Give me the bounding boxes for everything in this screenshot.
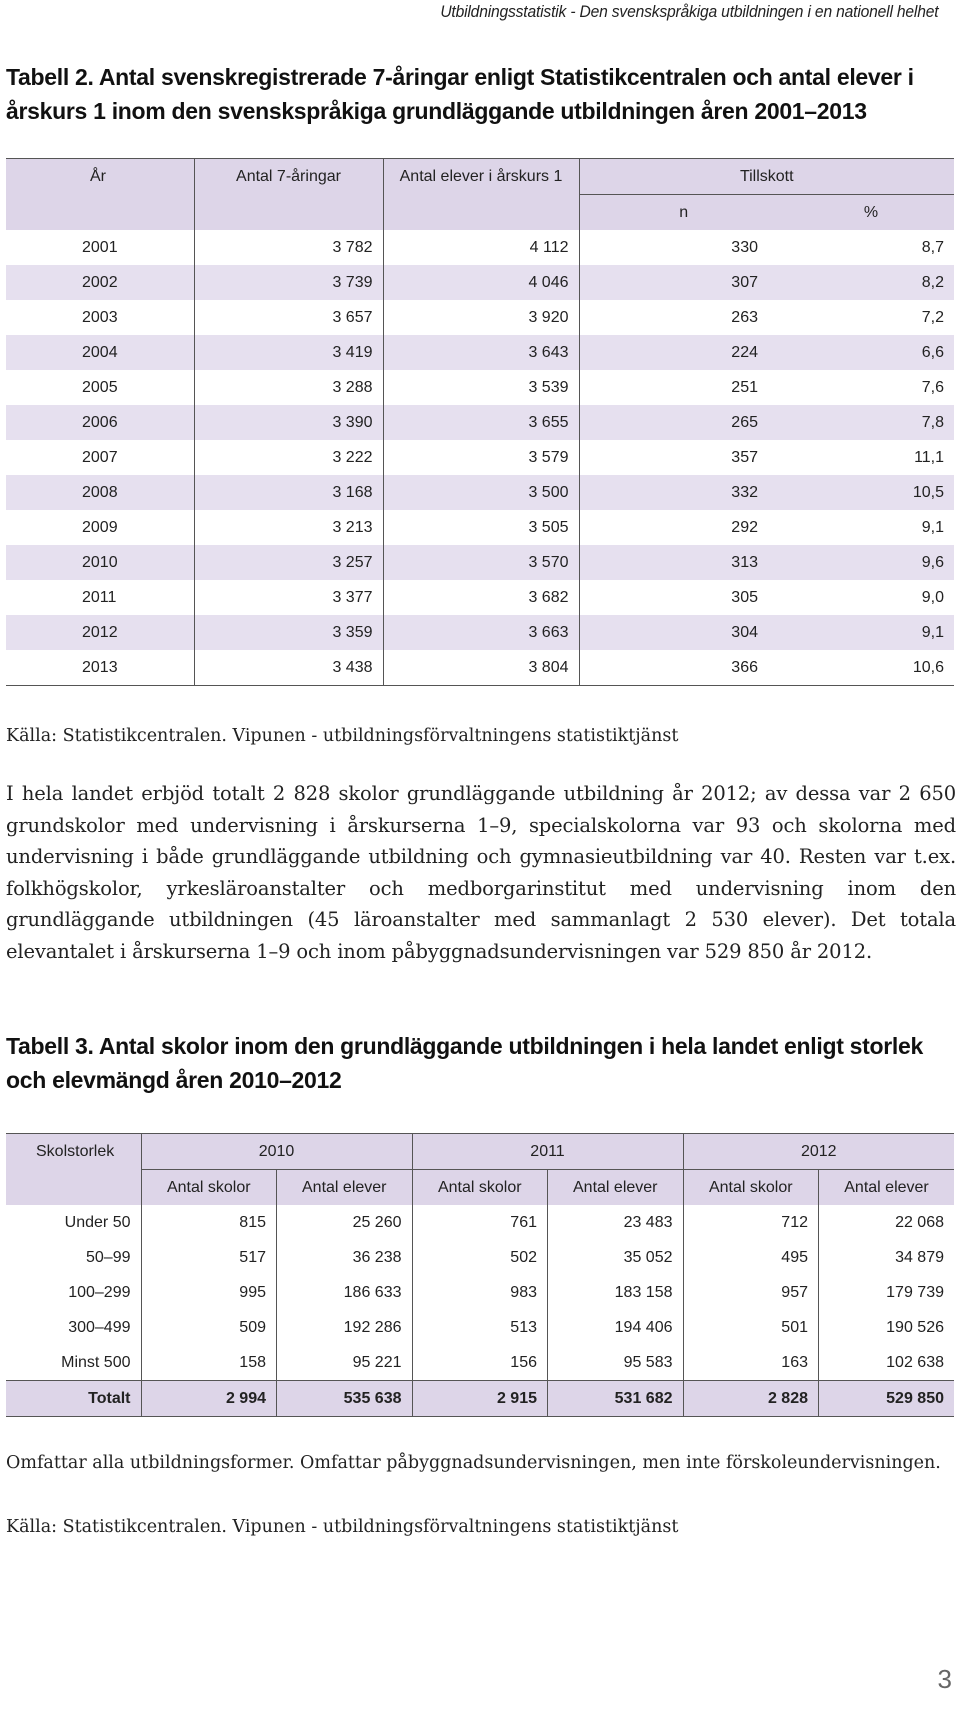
table-cell: 9,1 <box>921 519 945 536</box>
table-cell: 3 505 <box>383 510 579 545</box>
table-row <box>6 300 954 335</box>
table-cell: 9,0 <box>921 589 945 606</box>
table-cell: 3 663 <box>383 615 579 650</box>
table-cell: 509 <box>141 1310 277 1345</box>
table-cell: 2009 <box>82 519 118 536</box>
table-cell: 330 <box>579 230 768 265</box>
header-surplus: Tillskott <box>579 159 954 195</box>
table-cell: 224 <box>579 335 768 370</box>
table-cell: 292 <box>579 510 768 545</box>
table-cell: 357 <box>579 440 768 475</box>
table-cell: 366 <box>579 650 768 686</box>
table-row <box>6 1275 954 1310</box>
table-row <box>6 475 954 510</box>
table-cell: 3 657 <box>194 300 383 335</box>
table-cell: 2002 <box>6 265 194 300</box>
table-cell: 36 238 <box>277 1240 413 1275</box>
table-cell: 535 638 <box>277 1381 413 1417</box>
table-cell: 11,1 <box>914 449 945 466</box>
table-3-title: Tabell 3. Antal skolor inom den grundläggande utbildningen i hela landet enligt storlek och elevmängd åren 2010–2012 <box>6 1033 923 1093</box>
table-2-source: Källa: Statistikcentralen. Vipunen - utbildningsförvaltningens statistiktjänst <box>6 726 679 746</box>
table-cell: 332 <box>579 475 768 510</box>
table-cell: 3 643 <box>383 335 579 370</box>
table-cell: 761 <box>412 1205 548 1240</box>
table-cell: 192 286 <box>277 1310 413 1345</box>
header-pupils-grade1: Antal elever i årskurs 1 <box>383 159 579 195</box>
header-percent: % <box>768 195 954 231</box>
table-cell: 2010 <box>6 545 194 580</box>
table-row <box>6 510 954 545</box>
header-schools-2010: Antal skolor <box>141 1170 277 1206</box>
table-3-subheader-row <box>6 1170 954 1206</box>
table-3-note: Omfattar alla utbildningsformer. Omfattar påbyggnadsundervisningen, men inte förskoleundervisningen. <box>6 1453 941 1473</box>
row-label: Under 50 <box>64 1214 131 1231</box>
table-cell: 7,6 <box>921 379 945 396</box>
table-cell: 2003 <box>82 309 118 326</box>
table-cell: 23 483 <box>548 1205 684 1240</box>
table-cell: 517 <box>141 1240 277 1275</box>
header-year-2012: 2012 <box>683 1134 954 1170</box>
row-label: 100–299 <box>68 1284 131 1301</box>
table-cell: 179 739 <box>819 1275 955 1310</box>
table-3 <box>6 1133 954 1417</box>
table-2-subheader-row <box>6 195 954 231</box>
table-cell: 2004 <box>6 335 194 370</box>
table-cell: 4 046 <box>383 265 579 300</box>
table-cell: 3 390 <box>194 405 383 440</box>
table-cell: 815 <box>141 1205 277 1240</box>
table-cell: 10,5 <box>768 475 954 510</box>
table-row <box>6 370 954 405</box>
table-row <box>6 545 954 580</box>
table-cell: 163 <box>683 1345 819 1381</box>
table-cell: 4 112 <box>383 230 579 265</box>
table-row <box>6 580 954 615</box>
table-cell: 25 260 <box>277 1205 413 1240</box>
table-cell: 3 500 <box>383 475 579 510</box>
table-cell: 983 <box>412 1275 548 1310</box>
table-cell: 3 377 <box>194 580 383 615</box>
table-cell: 3 920 <box>383 300 579 335</box>
table-row <box>6 440 954 475</box>
table-cell: 3 288 <box>194 370 383 405</box>
table-row <box>6 1240 954 1275</box>
table-2-header-row <box>6 159 954 195</box>
table-row <box>6 405 954 440</box>
header-year: År <box>6 159 194 195</box>
table-cell: 513 <box>412 1310 548 1345</box>
table-cell: 7,2 <box>921 309 945 326</box>
table-cell: 995 <box>141 1275 277 1310</box>
table-cell: 194 406 <box>548 1310 684 1345</box>
table-cell: 6,6 <box>768 335 954 370</box>
page-number: 3 <box>937 1664 952 1694</box>
table-cell: 304 <box>579 615 768 650</box>
table-row <box>6 1205 954 1240</box>
table-cell: 313 <box>579 545 768 580</box>
header-pupils-2010: Antal elever <box>277 1170 413 1206</box>
header-pupils-2011: Antal elever <box>548 1170 684 1206</box>
table-row <box>6 265 954 300</box>
header-n: n <box>579 195 768 231</box>
table-3-header-row <box>6 1134 954 1170</box>
table-cell: 3 804 <box>383 650 579 686</box>
table-cell: 3 438 <box>194 650 383 686</box>
table-cell: 305 <box>579 580 768 615</box>
table-cell: 156 <box>412 1345 548 1381</box>
table-cell: 102 638 <box>819 1345 955 1381</box>
table-cell: 265 <box>579 405 768 440</box>
table-cell: 3 213 <box>194 510 383 545</box>
table-cell: 34 879 <box>819 1240 955 1275</box>
table-cell: 9,6 <box>768 545 954 580</box>
table-cell: 95 583 <box>548 1345 684 1381</box>
table-cell: 3 419 <box>194 335 383 370</box>
table-cell: 3 570 <box>383 545 579 580</box>
table-cell: 3 655 <box>383 405 579 440</box>
row-label: Minst 500 <box>61 1354 131 1371</box>
table-total-row <box>6 1381 954 1417</box>
table-cell: 3 782 <box>194 230 383 265</box>
table-cell: 712 <box>683 1205 819 1240</box>
table-cell: 2013 <box>82 659 118 676</box>
table-cell: 3 257 <box>194 545 383 580</box>
table-cell: 2 828 <box>683 1381 819 1417</box>
table-cell: 183 158 <box>548 1275 684 1310</box>
table-cell: 502 <box>412 1240 548 1275</box>
table-row <box>6 335 954 370</box>
row-label: 50–99 <box>86 1249 131 1266</box>
table-cell: 22 068 <box>819 1205 955 1240</box>
table-cell: 8,2 <box>768 265 954 300</box>
table-row <box>6 230 954 265</box>
table-cell: 8,7 <box>921 239 945 256</box>
header-year-2010: 2010 <box>141 1134 412 1170</box>
table-cell: 957 <box>683 1275 819 1310</box>
table-cell: 2007 <box>82 449 118 466</box>
table-2-title: Tabell 2. Antal svenskregistrerade 7-åringar enligt Statistikcentralen och antal elever i årskurs 1 inom den svenskspråkiga grundläggande utbildningen åren 2001–2013 <box>6 64 914 124</box>
table-cell: 2011 <box>82 589 117 606</box>
table-cell: 35 052 <box>548 1240 684 1275</box>
table-cell: 10,6 <box>912 659 945 676</box>
table-cell: 3 579 <box>383 440 579 475</box>
table-cell: 95 221 <box>277 1345 413 1381</box>
table-row <box>6 1310 954 1345</box>
table-cell: 9,1 <box>768 615 954 650</box>
table-cell: 3 222 <box>194 440 383 475</box>
table-cell: 501 <box>683 1310 819 1345</box>
header-schools-2011: Antal skolor <box>412 1170 548 1206</box>
header-year-2011: 2011 <box>412 1134 683 1170</box>
table-cell: 2006 <box>6 405 194 440</box>
table-cell: 529 850 <box>819 1381 955 1417</box>
table-cell: 3 359 <box>194 615 383 650</box>
table-cell: 2001 <box>82 239 118 256</box>
table-cell: 263 <box>579 300 768 335</box>
table-cell: 158 <box>141 1345 277 1381</box>
table-row <box>6 1345 954 1381</box>
table-cell: 3 739 <box>194 265 383 300</box>
table-row <box>6 650 954 686</box>
body-paragraph: I hela landet erbjöd totalt 2 828 skolor grundläggande utbildning år 2012; av dessa var 2 650 grundskolor med undervisning i årskurserna 1–9, specialskolorna var 93 och skolorna med undervisning i både grundläggande utbildning och gymnasieutbildning var 40. Resten var t.ex. folkhögskolor, yrkesläroanstalter och medborgarinstitut med undervisning inom den grundläggande utbildningen (45 läroanstalter med sammanlagt 2 530 elever). Det totala elevantalet i årskurserna 1–9 och inom påbyggnadsundervisningen var 529 850 år 2012. <box>6 782 956 963</box>
table-cell: 3 539 <box>383 370 579 405</box>
header-seven-year-olds: Antal 7-åringar <box>194 159 383 195</box>
running-header: Utbildningsstatistik - Den svenskspråkiga utbildningen i en nationell helhet <box>439 2 938 21</box>
table-cell: 495 <box>683 1240 819 1275</box>
table-cell: 251 <box>579 370 768 405</box>
table-cell: 2 915 <box>412 1381 548 1417</box>
row-label: 300–499 <box>68 1319 131 1336</box>
table-cell: 531 682 <box>548 1381 684 1417</box>
table-cell: 2005 <box>82 379 118 396</box>
header-school-size: Skolstorlek <box>6 1134 141 1170</box>
table-cell: 190 526 <box>819 1310 955 1345</box>
table-cell: 7,8 <box>768 405 954 440</box>
table-cell: 307 <box>579 265 768 300</box>
table-cell: 3 168 <box>194 475 383 510</box>
header-schools-2012: Antal skolor <box>683 1170 819 1206</box>
row-label: Totalt <box>6 1381 141 1417</box>
table-2 <box>6 158 954 686</box>
table-cell: 3 682 <box>383 580 579 615</box>
table-3-source: Källa: Statistikcentralen. Vipunen - utbildningsförvaltningens statistiktjänst <box>6 1517 679 1537</box>
table-cell: 2 994 <box>141 1381 277 1417</box>
table-row <box>6 615 954 650</box>
table-cell: 2008 <box>6 475 194 510</box>
header-pupils-2012: Antal elever <box>819 1170 955 1206</box>
table-cell: 2012 <box>6 615 194 650</box>
table-cell: 186 633 <box>277 1275 413 1310</box>
